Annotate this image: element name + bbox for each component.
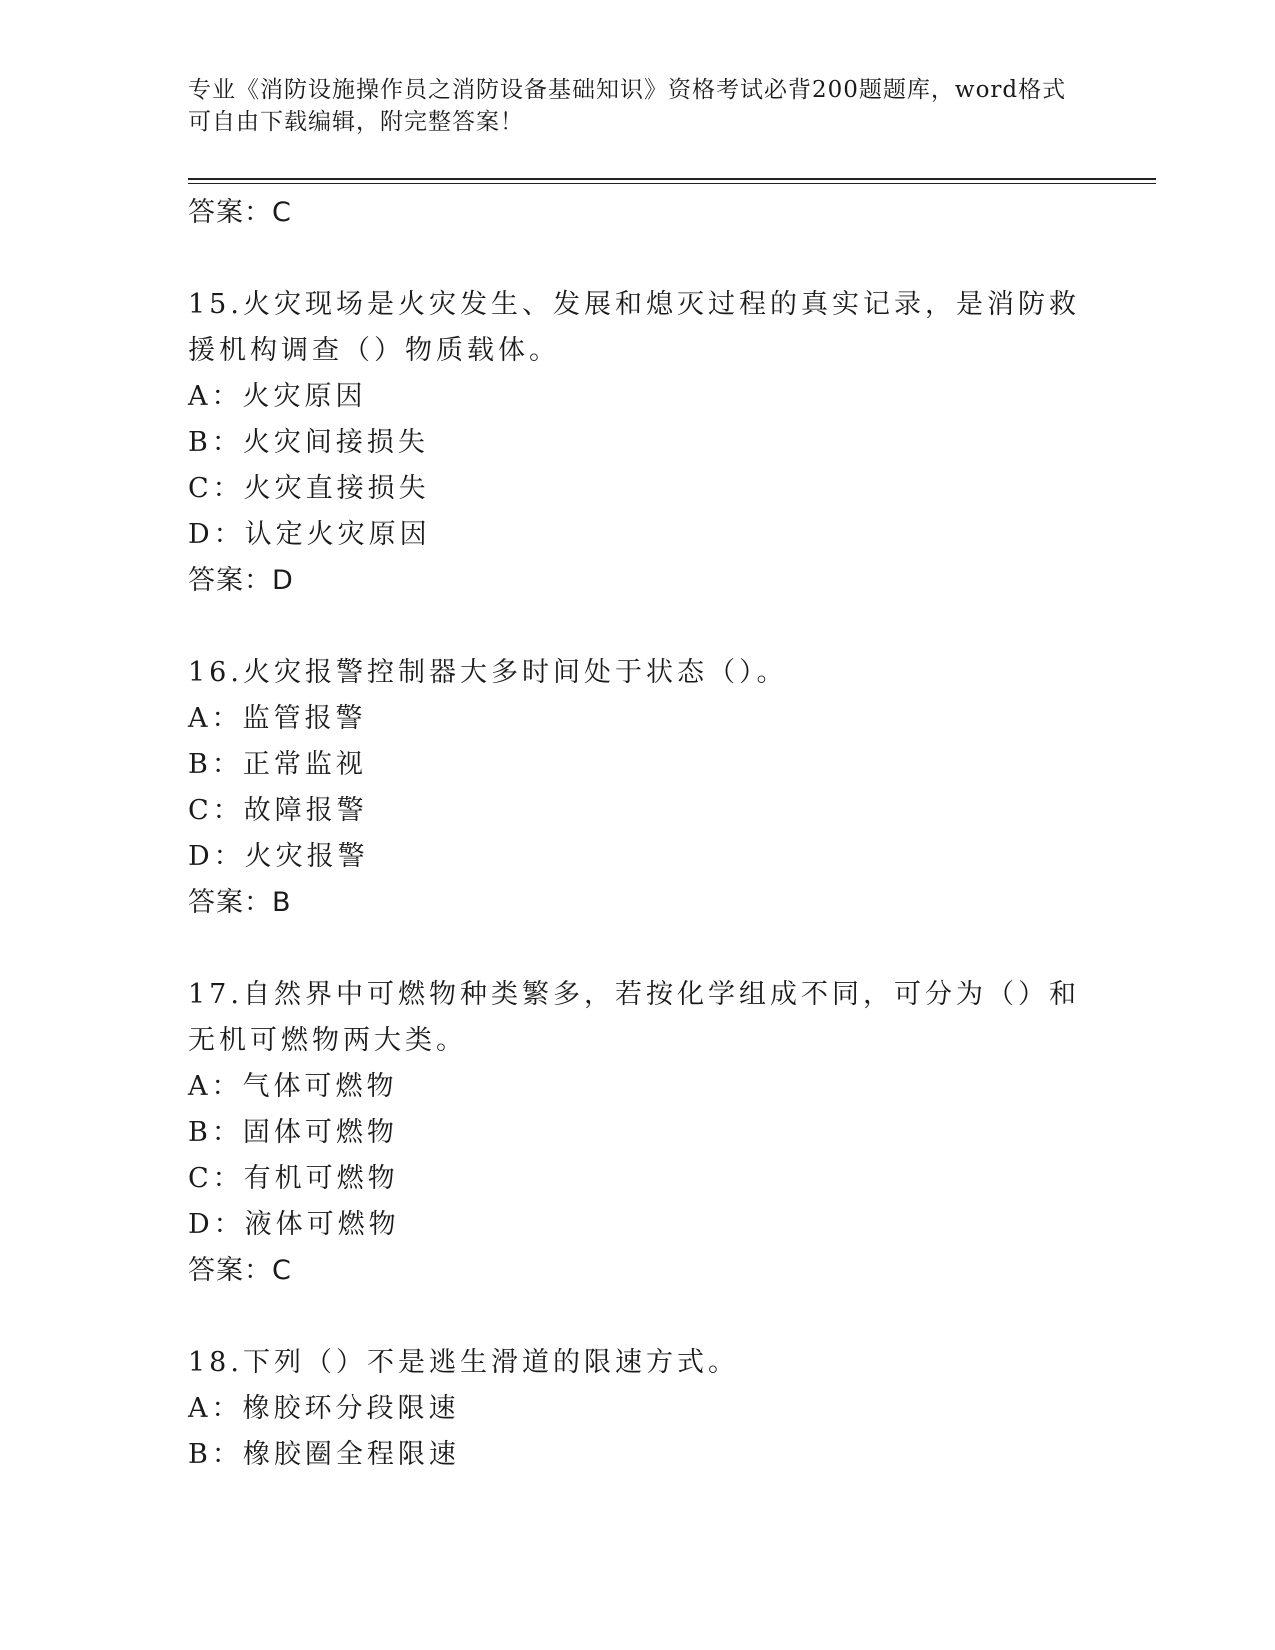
answer-line: 答案：C — [188, 1255, 292, 1286]
option-d: D：液体可燃物 — [188, 1209, 400, 1240]
question-block — [188, 650, 1088, 926]
question-block — [188, 282, 1088, 604]
question-stem: 16.火灾报警控制器大多时间处于状态（）。 — [188, 657, 788, 688]
question-stem: 17.自然界中可燃物种类繁多，若按化学组成不同，可分为（）和无机可燃物两大类。 — [188, 979, 1080, 1056]
option-b: B：固体可燃物 — [188, 1117, 398, 1148]
option-d: D：认定火灾原因 — [188, 519, 431, 550]
option-b: B：火灾间接损失 — [188, 427, 429, 458]
question-block — [188, 972, 1088, 1294]
option-c: C：故障报警 — [188, 795, 368, 826]
header-divider — [188, 178, 1156, 180]
answer-line: 答案：D — [188, 565, 294, 596]
question-list — [188, 190, 1088, 1478]
option-c: C：有机可燃物 — [188, 1163, 399, 1194]
option-b: B：橡胶圈全程限速 — [188, 1439, 460, 1470]
option-b: B：正常监视 — [188, 749, 367, 780]
option-c: C：火灾直接损失 — [188, 473, 430, 504]
question-block — [188, 1340, 1088, 1478]
header-divider-thin — [188, 183, 1156, 184]
question-stem: 15.火灾现场是火灾发生、发展和熄灭过程的真实记录，是消防救援机构调查（）物质载体。 — [188, 289, 1080, 366]
answer-line: 答案：B — [188, 887, 292, 918]
option-a: A：火灾原因 — [188, 381, 367, 412]
option-a: A：气体可燃物 — [188, 1071, 398, 1102]
option-a: A：橡胶环分段限速 — [188, 1393, 460, 1424]
option-d: D：火灾报警 — [188, 841, 369, 872]
document-header: 专业《消防设施操作员之消防设备基础知识》资格考试必背200题题库，word格式可自由下载编辑，附完整答案！ — [188, 77, 1067, 135]
answer-line: 答案：C — [188, 197, 292, 228]
option-a: A：监管报警 — [188, 703, 367, 734]
question-stem: 18.下列（）不是逃生滑道的限速方式。 — [188, 1347, 739, 1378]
